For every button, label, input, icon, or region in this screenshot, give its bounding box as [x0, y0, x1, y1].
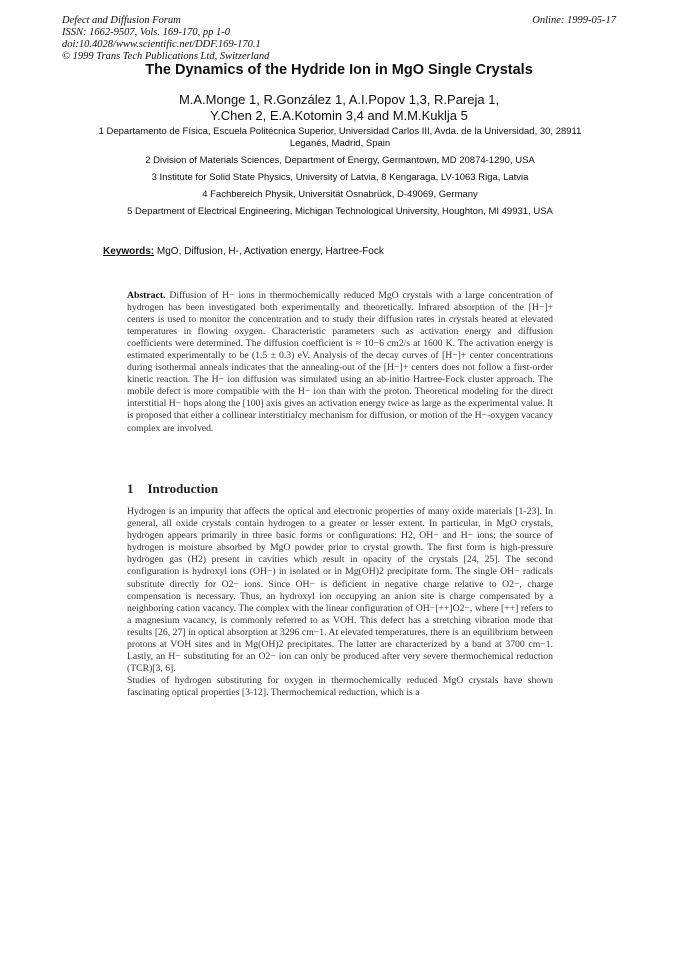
abstract — [127, 290, 553, 435]
section-title: Introduction — [147, 481, 219, 496]
keywords-label: Keywords: — [103, 246, 155, 257]
journal-name: Defect and Diffusion Forum — [62, 15, 181, 26]
abstract-label: Abstract. — [127, 290, 166, 301]
journal-header — [62, 15, 269, 63]
body-text — [127, 506, 553, 700]
authors-line-2: Y.Chen 2, E.A.Kotomin 3,4 and M.M.Kuklja 5 — [210, 108, 468, 123]
paper-title: The Dynamics of the Hydride Ion in MgO Single Crystals — [145, 62, 533, 78]
authors-line-1: M.A.Monge 1, R.González 1, A.I.Popov 1,3, R.Pareja 1, — [178, 92, 500, 107]
affiliations — [80, 126, 600, 223]
abstract-text: Diffusion of H− ions in thermochemically reduced MgO crystals with a large concentration of hydrogen has been investigated both experimentally and theoretically. Infrared absorption of the [H−]+ centers is used to monitor the concentration and to study their diffusion rates in crystals heated at elevated temperatures in flowing oxygen. Characteristic parameters such as activation energy and diffusion coefficients were determined. The diffusion coefficient is ≈ 10−6 cm2/s at 1600 K. The activation energy is estimated experimentally to be (1.5 ± 0.3) eV. Analysis of the decay curves of [H−]+ center concentrations during isothermal anneals indicates that the annealing-out of the [H−]+ centers does not follow a first-order kinetic reaction. The H− ion diffusion was simulated using an ab-initio Hartree-Fock cluster approach. The mobile defect is more compatible with the H− ion than with the proton. Theoretical modeling for the direct interstitial H− hops along the [100] axis gives an activation energy twice as large as the experimental value. It is proposed that either a collinear interstitialcy mechanism for diffusion, or motion of the H−-oxygen vacancy complex are involved. — [127, 290, 553, 434]
online-date: Online: 1999-05-17 — [532, 15, 616, 26]
issn-line: ISSN: 1662-9507, Vols. 169-170, pp 1-0 — [62, 27, 230, 38]
doi-line: doi:10.4028/www.scientific.net/DDF.169-170.1 — [62, 39, 261, 50]
affiliation-1: 1 Departamento de Física, Escuela Politécnica Superior, Universidad Carlos III, Avda. de la Universidad, 30, 28911 Leganés, Madrid, Spain — [98, 126, 582, 149]
paragraph-2: Studies of hydrogen substituting for oxygen in thermochemically reduced MgO crystals have shown fascinating optical properties [3-12]. Thermochemical reduction, which is a — [127, 675, 553, 699]
copyright-line: © 1999 Trans Tech Publications Ltd, Switzerland — [62, 51, 270, 62]
author-list — [0, 92, 678, 124]
affiliation-2: 2 Division of Materials Sciences, Department of Energy, Germantown, MD 20874-1290, USA — [145, 155, 535, 166]
keywords-text: MgO, Diffusion, H-, Activation energy, Hartree-Fock — [156, 246, 384, 257]
section-number: 1 — [127, 481, 134, 496]
affiliation-4: 4 Fachbereich Physik, Universität Osnabrück, D-49069, Germany — [202, 189, 478, 200]
keywords — [103, 246, 384, 257]
section-heading — [127, 481, 232, 497]
affiliation-5: 5 Department of Electrical Engineering, Michigan Technological University, Houghton, MI 49931, USA — [127, 206, 553, 217]
affiliation-3: 3 Institute for Solid State Physics, University of Latvia, 8 Kengaraga, LV-1063 Riga, Latvia — [151, 172, 529, 183]
paragraph-1: Hydrogen is an impurity that affects the optical and electronic properties of many oxide materials [1-23]. In general, all oxide crystals contain hydrogen to a greater or lesser extent. In particular, in MgO crystals, hydrogen appears primarily in three basic forms or configurations: H2, OH− and H− ions; the source of hydrogen is moisture absorbed by MgO powder prior to crystal growth. The first form is high-pressure hydrogen gas (H2) present in cavities which result in opacity of the crystals [24, 25]. The second configuration is hydroxyl ions (OH−) in isolated or in Mg(OH)2 precipitate form. The single OH− radicals substitute directly for O2− ions. Since OH− is deficient in negative charge relative to O2−, charge compensation is necessary. Thus, an hydroxyl ion occupying an anion site is charge compensated by a neighboring cation vacancy. The complex with the linear configuration of OH−[++]O2−, where [++] refers to a magnesium vacancy, is commonly referred to as VOH. This defect has a stretching vibration mode that results [26, 27] in optical absorption at 3296 cm−1. At elevated temperatures, there is an equilibrium between protons at VOH sites and in Mg(OH)2 precipitates. The latter are characterized by a band at 3700 cm−1. Lastly, an H− substituting for an O2− ion can only be produced after very severe thermochemical reduction (TCR)[3, 6]. — [127, 506, 553, 675]
